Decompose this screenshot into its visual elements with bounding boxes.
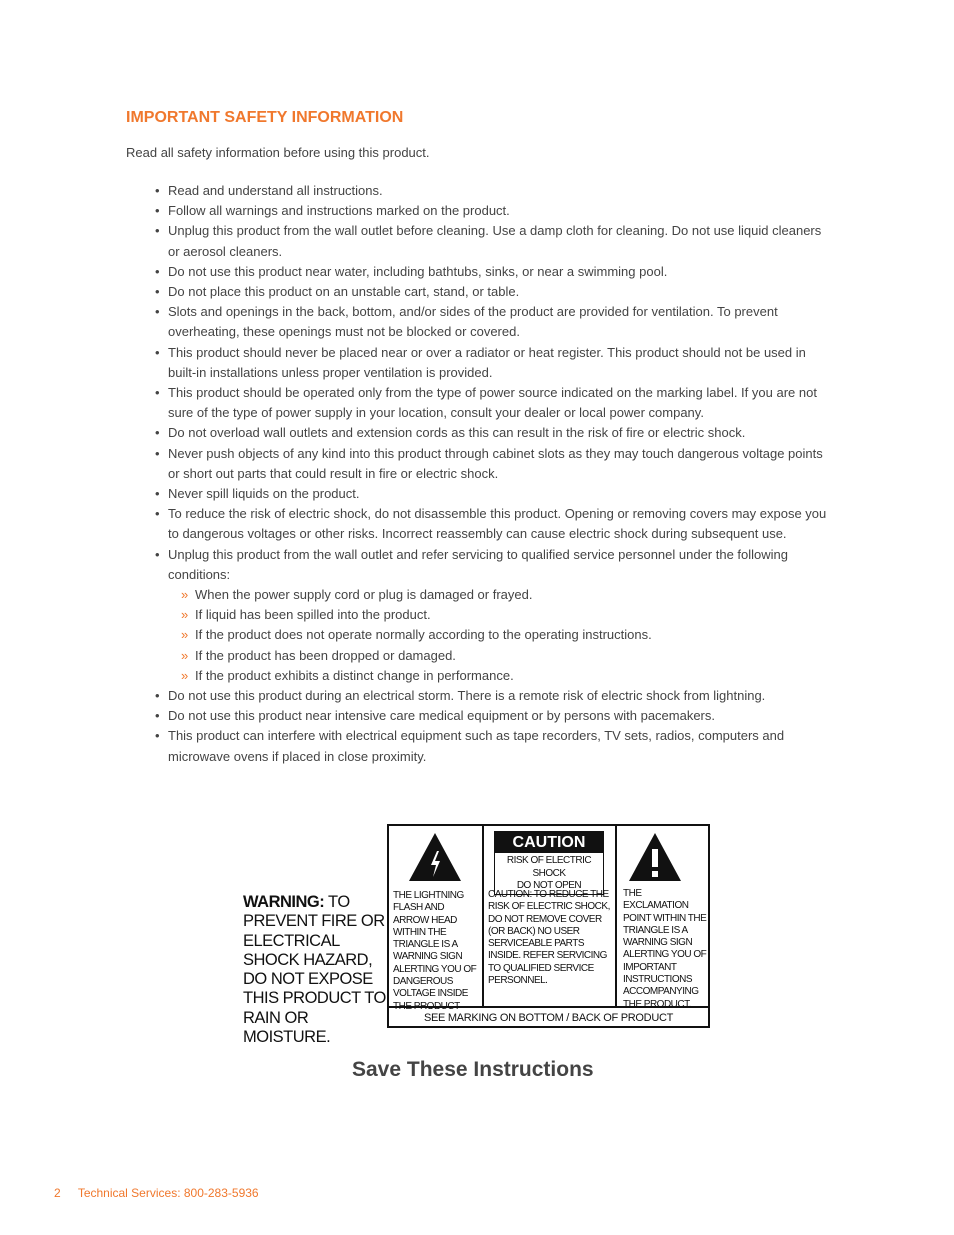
list-item: • Never spill liquids on the product. xyxy=(126,484,830,504)
condition-list xyxy=(168,585,830,686)
list-item: • Do not overload wall outlets and extension cords as this can result in the risk of fire or electric shock. xyxy=(126,423,830,443)
intro-text: Read all safety information before using this product. xyxy=(126,145,430,160)
panel-footer: SEE MARKING ON BOTTOM / BACK OF PRODUCT xyxy=(389,1006,708,1030)
warning-body: TO PREVENT FIRE OR ELECTRICAL SHOCK HAZARD, DO NOT EXPOSE THIS PRODUCT TO RAIN OR MOISTURE. xyxy=(243,893,386,1047)
lightning-description: THE LIGHTNING FLASH AND ARROW HEAD WITHIN THE TRIANGLE IS A WARNING SIGN ALERTING YOU OF DANGEROUS VOLTAGE INSIDE THE PRODUCT xyxy=(393,890,477,1012)
exclamation-description: THE EXCLAMATION POINT WITHIN THE TRIANGLE IS A WARNING SIGN ALERTING YOU OF IMPORTANT INSTRUCTIONS ACCOMPANYING THE PRODUCT. xyxy=(623,888,707,1010)
list-item: • Unplug this product from the wall outlet before cleaning. Use a damp cloth for cleaning. Do not use liquid cleaners or aerosol cleaners. xyxy=(126,221,830,261)
section-heading: IMPORTANT SAFETY INFORMATION xyxy=(126,109,404,126)
list-item: • This product should never be placed near or over a radiator or heat register. This product should not be used in built-in installations unless proper ventilation is provided. xyxy=(126,343,830,383)
page-footer xyxy=(54,1186,259,1200)
caution-box xyxy=(494,831,604,895)
list-item: • Do not use this product near intensive care medical equipment or by persons with pacemakers. xyxy=(126,706,830,726)
footer-text: Technical Services: 800-283-5936 xyxy=(77,1186,259,1200)
warning-statement xyxy=(243,893,388,1047)
condition-item: » If the product exhibits a distinct change in performance. xyxy=(168,666,830,686)
list-item: • Do not place this product on an unstable cart, stand, or table. xyxy=(126,282,830,302)
exclamation-warning-icon xyxy=(627,831,683,883)
list-item: • Never push objects of any kind into this product through cabinet slots as they may touch dangerous voltage points or short out parts that could result in fire or electric shock. xyxy=(126,444,830,484)
condition-item: » When the power supply cord or plug is damaged or frayed. xyxy=(168,585,830,605)
list-item: • Do not use this product near water, including bathtubs, sinks, or near a swimming pool. xyxy=(126,262,830,282)
caution-subtitle xyxy=(495,853,603,894)
list-item: • This product can interfere with electrical equipment such as tape recorders, TV sets, radios, computers and microwave ovens if placed in close proximity. xyxy=(126,726,830,766)
lightning-column xyxy=(389,826,484,1012)
caution-sub-line-1: RISK OF ELECTRIC SHOCK xyxy=(506,855,592,879)
list-item: • Slots and openings in the back, bottom, and/or sides of the product are provided for ventilation. To prevent overheating, these openings must not be blocked or covered. xyxy=(126,302,830,342)
list-item-text: Unplug this product from the wall outlet and refer servicing to qualified service personnel under the following conditions: xyxy=(168,546,789,582)
safety-list xyxy=(126,181,830,767)
list-item: • Read and understand all instructions. xyxy=(126,181,830,201)
safety-label-panel xyxy=(387,824,710,1028)
list-item: • Follow all warnings and instructions marked on the product. xyxy=(126,201,830,221)
condition-item: » If the product has been dropped or damaged. xyxy=(168,646,830,666)
condition-item: » If the product does not operate normally according to the operating instructions. xyxy=(168,625,830,645)
caution-title: CAUTION xyxy=(495,832,603,853)
list-item: • This product should be operated only from the type of power source indicated on the marking label. If you are not sure of the type of power supply in your location, consult your dealer or local power company. xyxy=(126,383,830,423)
list-item-conditions xyxy=(126,545,830,686)
condition-item: » If liquid has been spilled into the product. xyxy=(168,605,830,625)
caution-column xyxy=(484,826,617,1006)
save-instructions-title: Save These Instructions xyxy=(352,1058,594,1081)
lightning-warning-icon xyxy=(407,831,463,883)
list-item: • To reduce the risk of electric shock, do not disassemble this product. Opening or removing covers may expose you to dangerous voltages or other risks. Incorrect reassembly can cause electric shock during subsequent use. xyxy=(126,504,830,544)
exclamation-column xyxy=(617,826,710,1010)
caution-description: CAUTION: TO REDUCE THE RISK OF ELECTRIC SHOCK, DO NOT REMOVE COVER (OR BACK) NO USER SERVICEABLE PARTS INSIDE. REFER SERVICING TO QUALIFIED SERVICE PERSONNEL. xyxy=(488,889,610,987)
list-item: • Do not use this product during an electrical storm. There is a remote risk of electric shock from lightning. xyxy=(126,686,830,706)
caution-sub-line-2: DO NOT OPEN xyxy=(516,880,582,891)
page-number: 2 xyxy=(54,1186,61,1200)
warning-label: WARNING: xyxy=(243,893,325,911)
